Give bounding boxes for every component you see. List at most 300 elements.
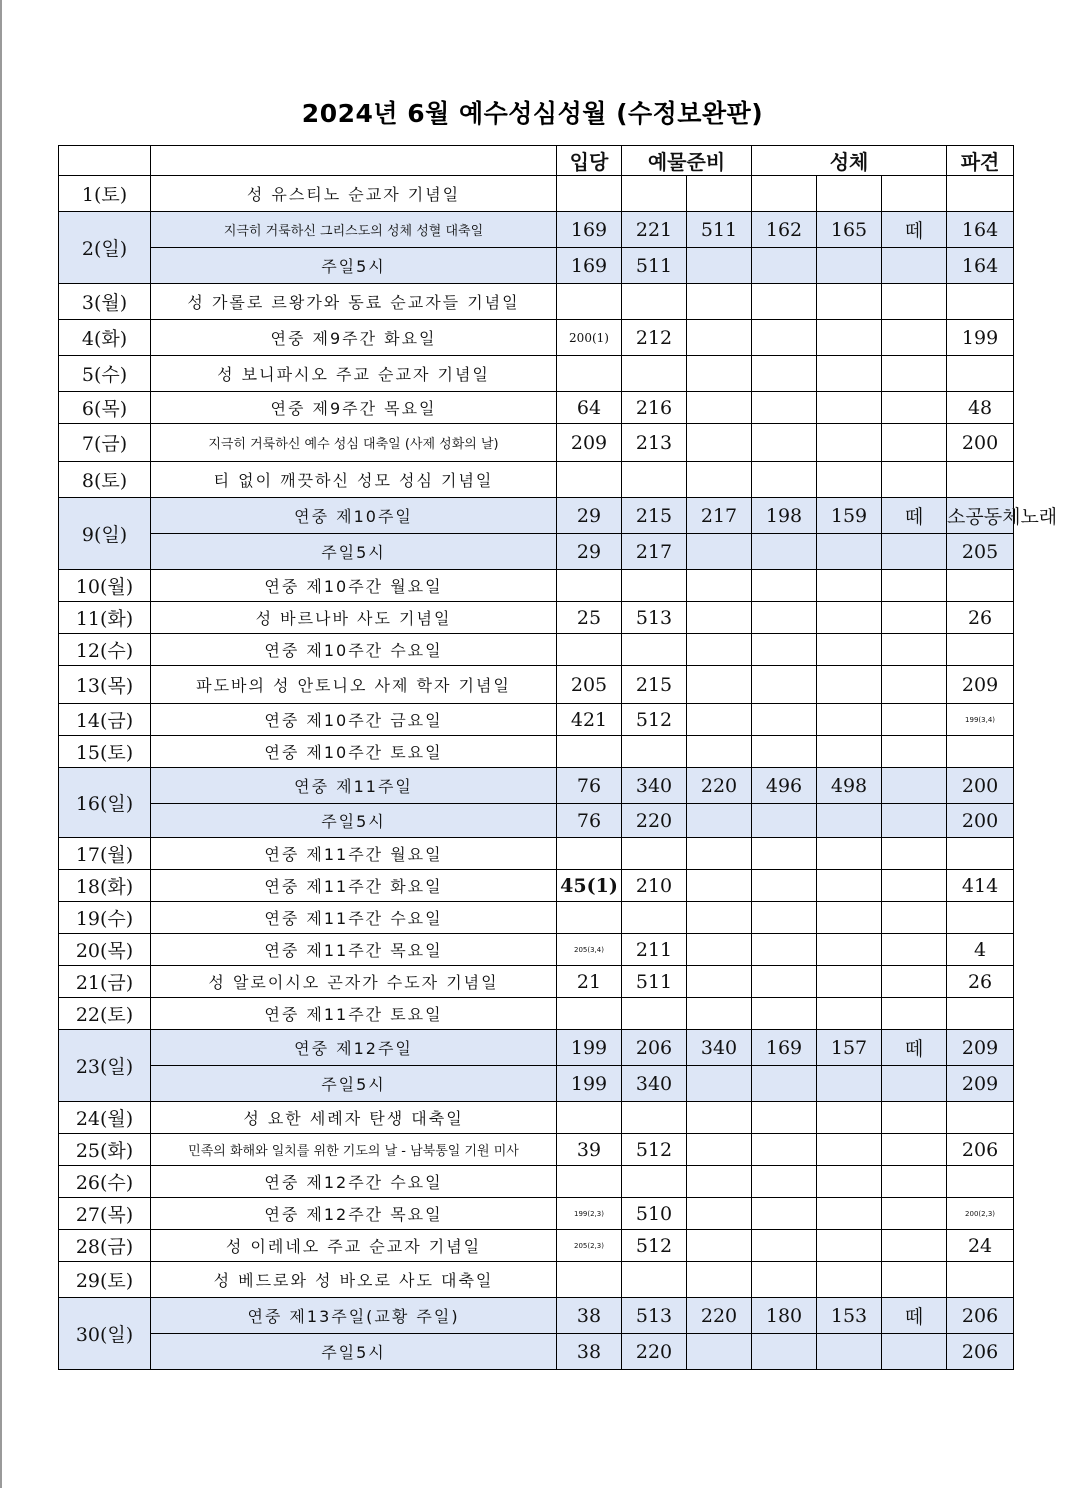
hymn-cell-dismissal: 209 [947, 1066, 1014, 1102]
date-cell: 21(금) [59, 966, 151, 998]
hymn-cell-dismissal: 209 [947, 1030, 1014, 1066]
hymn-cell-offertory-2 [687, 902, 752, 934]
hymn-cell-communion-2 [817, 1262, 882, 1298]
hymn-cell-dismissal: 414 [947, 870, 1014, 902]
hymn-cell-communion-1 [752, 356, 817, 392]
table-row [59, 424, 1014, 462]
table-row [59, 602, 1014, 634]
hymn-cell-offertory-1 [622, 1166, 687, 1198]
hymn-cell-communion-1 [752, 392, 817, 424]
hymn-cell-communion-3 [882, 634, 947, 666]
hymn-cell-dismissal: 200(2,3) [947, 1198, 1014, 1230]
hymn-cell-offertory-2: 220 [687, 1298, 752, 1334]
hymn-cell-communion-2 [817, 870, 882, 902]
hymn-cell-entrance: 39 [557, 1134, 622, 1166]
date-cell: 10(월) [59, 570, 151, 602]
hymn-cell-communion-2 [817, 284, 882, 320]
liturgy-title-cell: 연중 제11주간 토요일 [151, 998, 557, 1030]
hymn-cell-offertory-2 [687, 356, 752, 392]
hymn-cell-offertory-2 [687, 666, 752, 704]
date-cell: 8(토) [59, 462, 151, 498]
hymn-cell-dismissal: 206 [947, 1334, 1014, 1370]
hymn-cell-offertory-1 [622, 356, 687, 392]
hymn-cell-communion-3: 떼 [882, 212, 947, 248]
liturgy-title-cell: 연중 제11주간 수요일 [151, 902, 557, 934]
table-row [59, 634, 1014, 666]
hymn-cell-offertory-1: 512 [622, 1134, 687, 1166]
table-row-evening [59, 1334, 1014, 1370]
hymn-cell-communion-3 [882, 838, 947, 870]
hymn-cell-offertory-1 [622, 998, 687, 1030]
date-cell: 15(토) [59, 736, 151, 768]
hymn-cell-offertory-2: 340 [687, 1030, 752, 1066]
hymn-cell-communion-2 [817, 1102, 882, 1134]
hymn-cell-communion-1 [752, 870, 817, 902]
header-communion: 성체 [752, 146, 947, 176]
header-title [151, 146, 557, 176]
hymn-cell-offertory-1: 210 [622, 870, 687, 902]
hymn-cell-offertory-1: 340 [622, 768, 687, 804]
hymn-cell-offertory-2 [687, 284, 752, 320]
hymn-cell-dismissal [947, 570, 1014, 602]
hymn-cell-communion-3 [882, 1230, 947, 1262]
table-row [59, 666, 1014, 704]
hymn-cell-communion-2: 498 [817, 768, 882, 804]
hymn-cell-offertory-1: 513 [622, 602, 687, 634]
hymn-cell-dismissal: 164 [947, 248, 1014, 284]
liturgy-title-cell: 연중 제10주간 금요일 [151, 704, 557, 736]
hymn-cell-communion-3: 떼 [882, 1030, 947, 1066]
hymn-cell-communion-2 [817, 1166, 882, 1198]
hymn-cell-dismissal [947, 176, 1014, 212]
hymn-cell-communion-2 [817, 602, 882, 634]
hymn-cell-offertory-1 [622, 634, 687, 666]
hymn-cell-communion-3 [882, 1262, 947, 1298]
hymn-cell-dismissal [947, 462, 1014, 498]
hymn-cell-dismissal [947, 356, 1014, 392]
date-cell: 2(일) [59, 212, 151, 284]
date-cell: 5(수) [59, 356, 151, 392]
hymn-cell-dismissal: 200 [947, 768, 1014, 804]
liturgy-title-cell: 지극히 거룩하신 예수 성심 대축일 (사제 성화의 날) [151, 424, 557, 462]
hymn-cell-communion-1 [752, 704, 817, 736]
hymn-cell-communion-1 [752, 934, 817, 966]
hymn-cell-communion-2 [817, 320, 882, 356]
liturgy-title-cell: 연중 제11주간 화요일 [151, 870, 557, 902]
hymn-cell-offertory-2 [687, 804, 752, 838]
hymn-cell-offertory-2: 220 [687, 768, 752, 804]
liturgy-title-cell: 지극히 거룩하신 그리스도의 성체 성혈 대축일 [151, 212, 557, 248]
date-cell: 3(월) [59, 284, 151, 320]
hymn-cell-dismissal [947, 902, 1014, 934]
hymn-cell-communion-1 [752, 534, 817, 570]
hymn-cell-communion-2 [817, 356, 882, 392]
date-cell: 12(수) [59, 634, 151, 666]
date-cell: 9(일) [59, 498, 151, 570]
hymn-cell-offertory-2 [687, 570, 752, 602]
hymn-cell-entrance: 25 [557, 602, 622, 634]
hymn-cell-dismissal: 164 [947, 212, 1014, 248]
hymn-cell-offertory-1: 215 [622, 498, 687, 534]
hymn-cell-offertory-2 [687, 838, 752, 870]
date-cell: 11(화) [59, 602, 151, 634]
date-cell: 24(월) [59, 1102, 151, 1134]
hymn-cell-offertory-1: 217 [622, 534, 687, 570]
hymn-cell-offertory-2 [687, 1198, 752, 1230]
hymn-cell-communion-1 [752, 1102, 817, 1134]
hymn-cell-offertory-1: 220 [622, 804, 687, 838]
hymn-cell-entrance: 29 [557, 534, 622, 570]
hymn-cell-communion-3 [882, 1166, 947, 1198]
liturgy-title-cell: 연중 제11주간 월요일 [151, 838, 557, 870]
hymn-cell-offertory-2 [687, 320, 752, 356]
hymn-cell-communion-1 [752, 902, 817, 934]
hymn-cell-entrance: 199 [557, 1066, 622, 1102]
hymn-cell-offertory-1 [622, 176, 687, 212]
hymn-cell-communion-2 [817, 462, 882, 498]
hymn-cell-entrance: 205(2,3) [557, 1230, 622, 1262]
liturgy-title-cell: 주일5시 [151, 1334, 557, 1370]
liturgy-title-cell: 연중 제13주일(교황 주일) [151, 1298, 557, 1334]
hymn-cell-communion-2 [817, 570, 882, 602]
hymn-cell-communion-3 [882, 768, 947, 804]
date-cell: 4(화) [59, 320, 151, 356]
table-row [59, 902, 1014, 934]
table-row [59, 320, 1014, 356]
hymn-cell-communion-3 [882, 284, 947, 320]
hymn-cell-communion-2: 165 [817, 212, 882, 248]
table-row [59, 934, 1014, 966]
liturgy-title-cell: 주일5시 [151, 1066, 557, 1102]
hymn-cell-offertory-1: 513 [622, 1298, 687, 1334]
hymn-cell-entrance: 38 [557, 1298, 622, 1334]
table-row-evening [59, 534, 1014, 570]
hymn-cell-offertory-2 [687, 424, 752, 462]
schedule-table [58, 145, 1058, 1370]
hymn-cell-communion-3: 떼 [882, 1298, 947, 1334]
hymn-cell-entrance [557, 356, 622, 392]
hymn-cell-communion-2 [817, 704, 882, 736]
hymn-cell-entrance [557, 1262, 622, 1298]
table-row [59, 212, 1014, 248]
hymn-cell-communion-3 [882, 704, 947, 736]
date-cell: 25(화) [59, 1134, 151, 1166]
hymn-cell-communion-3 [882, 1134, 947, 1166]
hymn-cell-offertory-1: 510 [622, 1198, 687, 1230]
hymn-cell-communion-1 [752, 634, 817, 666]
hymn-cell-dismissal [947, 998, 1014, 1030]
table-row [59, 870, 1014, 902]
hymn-cell-communion-1 [752, 804, 817, 838]
date-cell: 13(목) [59, 666, 151, 704]
liturgy-title-cell: 성 요한 세례자 탄생 대축일 [151, 1102, 557, 1134]
liturgy-title-cell: 연중 제12주일 [151, 1030, 557, 1066]
hymn-cell-entrance: 205(3,4) [557, 934, 622, 966]
date-cell: 14(금) [59, 704, 151, 736]
hymn-cell-communion-1 [752, 284, 817, 320]
hymn-cell-communion-2 [817, 666, 882, 704]
liturgy-title-cell: 성 보니파시오 주교 순교자 기념일 [151, 356, 557, 392]
hymn-cell-offertory-1: 511 [622, 248, 687, 284]
hymn-cell-communion-1: 162 [752, 212, 817, 248]
hymn-cell-offertory-1: 511 [622, 966, 687, 998]
table-row [59, 736, 1014, 768]
hymn-cell-entrance [557, 736, 622, 768]
hymn-cell-communion-1: 198 [752, 498, 817, 534]
hymn-cell-offertory-2: 511 [687, 212, 752, 248]
hymn-cell-communion-1 [752, 966, 817, 998]
liturgy-title-cell: 연중 제10주일 [151, 498, 557, 534]
table-row [59, 1298, 1014, 1334]
hymn-cell-communion-2: 157 [817, 1030, 882, 1066]
hymn-cell-offertory-2 [687, 1102, 752, 1134]
hymn-cell-communion-1 [752, 838, 817, 870]
header-entrance: 입당 [557, 146, 622, 176]
hymn-cell-communion-3 [882, 1102, 947, 1134]
hymn-cell-dismissal [947, 284, 1014, 320]
hymn-cell-dismissal: 24 [947, 1230, 1014, 1262]
hymn-cell-entrance [557, 1102, 622, 1134]
hymn-cell-offertory-2 [687, 392, 752, 424]
hymn-cell-communion-1 [752, 1134, 817, 1166]
hymn-cell-offertory-2: 217 [687, 498, 752, 534]
hymn-cell-communion-1 [752, 320, 817, 356]
hymn-cell-dismissal: 205 [947, 534, 1014, 570]
hymn-cell-dismissal [947, 1262, 1014, 1298]
hymn-cell-offertory-2 [687, 602, 752, 634]
hymn-cell-entrance: 205 [557, 666, 622, 704]
hymn-cell-offertory-1 [622, 570, 687, 602]
hymn-cell-communion-3 [882, 320, 947, 356]
hymn-cell-dismissal: 소공동체노래 [947, 498, 1014, 534]
hymn-cell-offertory-1: 216 [622, 392, 687, 424]
table-row-evening [59, 248, 1014, 284]
hymn-cell-dismissal [947, 1166, 1014, 1198]
hymn-cell-communion-1 [752, 998, 817, 1030]
hymn-cell-dismissal: 206 [947, 1298, 1014, 1334]
table-row-evening [59, 804, 1014, 838]
hymn-cell-offertory-2 [687, 1230, 752, 1262]
hymn-cell-communion-1 [752, 666, 817, 704]
hymn-cell-communion-3 [882, 176, 947, 212]
date-cell: 26(수) [59, 1166, 151, 1198]
hymn-cell-entrance [557, 284, 622, 320]
hymn-cell-offertory-2 [687, 1066, 752, 1102]
hymn-cell-entrance: 199 [557, 1030, 622, 1066]
hymn-cell-offertory-1: 340 [622, 1066, 687, 1102]
hymn-cell-communion-1 [752, 736, 817, 768]
hymn-cell-communion-1 [752, 248, 817, 284]
hymn-cell-communion-2 [817, 1198, 882, 1230]
hymn-cell-communion-2 [817, 998, 882, 1030]
table-row [59, 284, 1014, 320]
hymn-cell-communion-2 [817, 534, 882, 570]
hymn-cell-communion-1 [752, 1166, 817, 1198]
header-row [59, 146, 1014, 176]
date-cell: 19(수) [59, 902, 151, 934]
hymn-cell-offertory-1: 213 [622, 424, 687, 462]
hymn-cell-communion-2 [817, 1230, 882, 1262]
hymn-cell-communion-3 [882, 1334, 947, 1370]
hymn-cell-communion-1 [752, 570, 817, 602]
hymn-cell-communion-3 [882, 934, 947, 966]
liturgy-title-cell: 성 가롤로 르왕가와 동료 순교자들 기념일 [151, 284, 557, 320]
hymn-cell-communion-2: 153 [817, 1298, 882, 1334]
hymn-cell-communion-3 [882, 602, 947, 634]
hymn-cell-communion-2 [817, 736, 882, 768]
liturgy-title-cell: 티 없이 깨끗하신 성모 성심 기념일 [151, 462, 557, 498]
table-row [59, 1262, 1014, 1298]
hymn-cell-offertory-1 [622, 902, 687, 934]
liturgy-title-cell: 연중 제10주간 월요일 [151, 570, 557, 602]
liturgy-title-cell: 성 이레네오 주교 순교자 기념일 [151, 1230, 557, 1262]
table-row [59, 1166, 1014, 1198]
date-cell: 17(월) [59, 838, 151, 870]
date-cell: 22(토) [59, 998, 151, 1030]
hymn-cell-communion-2: 159 [817, 498, 882, 534]
liturgy-title-cell: 연중 제11주일 [151, 768, 557, 804]
hymn-cell-entrance [557, 176, 622, 212]
hymn-cell-communion-1 [752, 424, 817, 462]
table-row [59, 704, 1014, 736]
hymn-cell-communion-1 [752, 1262, 817, 1298]
hymn-cell-entrance: 169 [557, 248, 622, 284]
hymn-cell-offertory-2 [687, 462, 752, 498]
date-cell: 27(목) [59, 1198, 151, 1230]
header-date [59, 146, 151, 176]
hymn-cell-dismissal: 26 [947, 602, 1014, 634]
hymn-cell-entrance: 21 [557, 966, 622, 998]
date-cell: 29(토) [59, 1262, 151, 1298]
hymn-cell-communion-3 [882, 736, 947, 768]
table-row [59, 570, 1014, 602]
hymn-cell-offertory-2 [687, 998, 752, 1030]
page-left-border [0, 0, 2, 1488]
hymn-cell-offertory-2 [687, 736, 752, 768]
hymn-cell-offertory-1: 220 [622, 1334, 687, 1370]
hymn-cell-offertory-2 [687, 934, 752, 966]
hymn-cell-offertory-1: 215 [622, 666, 687, 704]
liturgy-title-cell: 주일5시 [151, 534, 557, 570]
hymn-cell-communion-3 [882, 534, 947, 570]
liturgy-title-cell: 파도바의 성 안토니오 사제 학자 기념일 [151, 666, 557, 704]
liturgy-title-cell: 연중 제10주간 토요일 [151, 736, 557, 768]
date-cell: 18(화) [59, 870, 151, 902]
hymn-cell-communion-3 [882, 424, 947, 462]
hymn-cell-dismissal [947, 1102, 1014, 1134]
hymn-cell-communion-1 [752, 1334, 817, 1370]
hymn-cell-offertory-2 [687, 248, 752, 284]
hymn-cell-entrance: 421 [557, 704, 622, 736]
hymn-cell-communion-3 [882, 966, 947, 998]
hymn-cell-communion-1 [752, 462, 817, 498]
table-row [59, 1030, 1014, 1066]
hymn-cell-dismissal: 209 [947, 666, 1014, 704]
liturgy-title-cell: 성 알로이시오 곤자가 수도자 기념일 [151, 966, 557, 998]
hymn-cell-communion-2 [817, 392, 882, 424]
hymn-cell-communion-1: 496 [752, 768, 817, 804]
hymn-cell-dismissal: 206 [947, 1134, 1014, 1166]
liturgy-title-cell: 주일5시 [151, 804, 557, 838]
hymn-cell-communion-3 [882, 570, 947, 602]
schedule-body [59, 146, 1058, 1370]
hymn-cell-communion-1 [752, 176, 817, 212]
hymn-cell-communion-3 [882, 1198, 947, 1230]
hymn-cell-offertory-1 [622, 1262, 687, 1298]
liturgy-title-cell: 연중 제9주간 화요일 [151, 320, 557, 356]
hymn-cell-dismissal [947, 736, 1014, 768]
table-row-evening [59, 1066, 1014, 1102]
table-row [59, 356, 1014, 392]
hymn-cell-dismissal [947, 634, 1014, 666]
hymn-cell-offertory-1: 212 [622, 320, 687, 356]
hymn-cell-offertory-2 [687, 534, 752, 570]
hymn-cell-communion-2 [817, 1134, 882, 1166]
hymn-cell-offertory-1: 206 [622, 1030, 687, 1066]
table-row [59, 498, 1014, 534]
hymn-cell-offertory-2 [687, 870, 752, 902]
hymn-cell-offertory-1: 512 [622, 704, 687, 736]
table-row [59, 768, 1014, 804]
hymn-cell-communion-2 [817, 838, 882, 870]
hymn-cell-communion-1 [752, 1066, 817, 1102]
hymn-cell-communion-2 [817, 248, 882, 284]
date-cell: 16(일) [59, 768, 151, 838]
table-row [59, 462, 1014, 498]
liturgy-title-cell: 연중 제12주간 수요일 [151, 1166, 557, 1198]
hymn-cell-offertory-1: 221 [622, 212, 687, 248]
date-cell: 7(금) [59, 424, 151, 462]
hymn-cell-communion-2 [817, 634, 882, 666]
hymn-cell-communion-3 [882, 356, 947, 392]
hymn-cell-dismissal: 199 [947, 320, 1014, 356]
hymn-cell-offertory-1: 512 [622, 1230, 687, 1262]
hymn-cell-dismissal [947, 838, 1014, 870]
liturgy-title-cell: 연중 제9주간 목요일 [151, 392, 557, 424]
table-row [59, 1134, 1014, 1166]
hymn-cell-entrance: 199(2,3) [557, 1198, 622, 1230]
liturgy-title-cell: 성 베드로와 성 바오로 사도 대축일 [151, 1262, 557, 1298]
date-cell: 1(토) [59, 176, 151, 212]
date-cell: 20(목) [59, 934, 151, 966]
hymn-cell-entrance [557, 998, 622, 1030]
hymn-cell-communion-3 [882, 804, 947, 838]
hymn-cell-offertory-1 [622, 462, 687, 498]
hymn-cell-entrance [557, 570, 622, 602]
hymn-cell-dismissal: 26 [947, 966, 1014, 998]
hymn-cell-communion-1: 180 [752, 1298, 817, 1334]
table-row [59, 1230, 1014, 1262]
hymn-cell-communion-3 [882, 666, 947, 704]
hymn-cell-communion-2 [817, 1334, 882, 1370]
hymn-cell-communion-2 [817, 424, 882, 462]
liturgy-title-cell: 연중 제10주간 수요일 [151, 634, 557, 666]
hymn-cell-dismissal: 4 [947, 934, 1014, 966]
liturgy-title-cell: 연중 제12주간 목요일 [151, 1198, 557, 1230]
liturgy-title-cell: 연중 제11주간 목요일 [151, 934, 557, 966]
liturgy-title-cell: 성 바르나바 사도 기념일 [151, 602, 557, 634]
hymn-cell-communion-2 [817, 966, 882, 998]
table-row [59, 176, 1014, 212]
hymn-cell-offertory-1 [622, 284, 687, 320]
hymn-cell-entrance: 76 [557, 804, 622, 838]
hymn-cell-offertory-1 [622, 1102, 687, 1134]
hymn-cell-entrance: 29 [557, 498, 622, 534]
hymn-cell-dismissal: 200 [947, 424, 1014, 462]
hymn-cell-entrance [557, 838, 622, 870]
date-cell: 23(일) [59, 1030, 151, 1102]
hymn-cell-communion-2 [817, 1066, 882, 1102]
